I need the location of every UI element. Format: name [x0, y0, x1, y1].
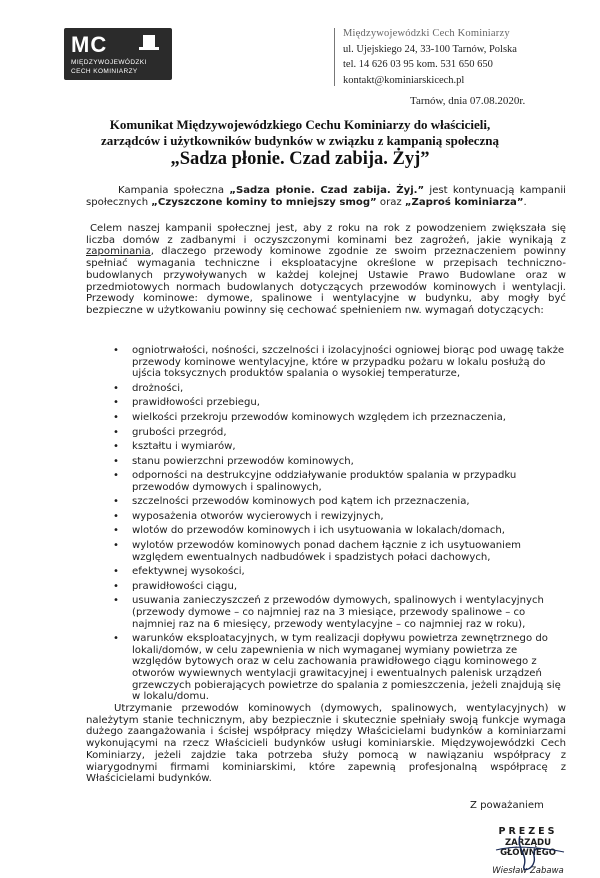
- requirement-text: kształtu i wymiarów,: [132, 441, 236, 453]
- handwritten-signature: [476, 826, 576, 878]
- bullet-icon: •: [113, 566, 119, 578]
- requirement-text: warunków eksploatacyjnych, w tym realizacji dopływu powietrza zewnętrznego do lokali/domów, w celu zapewnienia w nich wymaganej wymiany powietrza ze względów bytowych oraz w celu zachowania prawidłowego ciągu kominowego z otworów wywiewnych wentylacji grawitacyjnej i ewentualnych palenisk urządzeń grzewczych pobierających powietrze do spalania z pomieszczenia, jeżeli znajdują się w lokalu/domu.: [132, 633, 561, 703]
- requirement-item: [110, 511, 566, 523]
- intro-paragraph: [86, 185, 566, 208]
- requirement-item: [110, 412, 566, 424]
- requirements-list: [110, 345, 566, 706]
- requirement-item: [110, 441, 566, 453]
- letterhead-address: ul. Ujejskiego 24, 33-100 Tarnów, Polska: [343, 43, 517, 55]
- letterhead-org-name: Międzywojewódzki Cech Kominiarzy: [343, 28, 510, 39]
- requirement-text: prawidłowości przebiegu,: [132, 397, 261, 409]
- requirement-text: usuwania zanieczyszczeń z przewodów dymowych, spalinowych i wentylacyjnych (przewody dymowe – co najmniej raz na 3 miesiące, przewody spalinowe – co najmniej raz na 6 miesięcy, przewody wentylacyjne – co najmniej raz w roku),: [132, 595, 544, 630]
- letter-date: Tarnów, dnia 07.08.2020r.: [410, 95, 526, 107]
- requirement-text: szczelności przewodów kominowych pod kątem ich przeznaczenia,: [132, 496, 470, 508]
- requirement-text: wielkości przekroju przewodów kominowych względem ich przeznaczenia,: [132, 411, 506, 423]
- letterhead-phone: tel. 14 626 03 95 kom. 531 650 650: [343, 59, 493, 70]
- requirement-item: [110, 345, 566, 380]
- stamp-board: ZARZĄDU GŁÓWNEGO: [500, 838, 556, 858]
- bullet-icon: •: [113, 595, 119, 607]
- logo-initials: MC: [71, 32, 108, 57]
- bullet-icon: •: [113, 539, 119, 551]
- requirement-item: [110, 581, 566, 593]
- guild-logo: [64, 28, 172, 80]
- bullet-icon: •: [113, 633, 119, 645]
- bullet-icon: •: [113, 345, 119, 356]
- intro-campaign-3: „Zaproś kominiarza”: [404, 196, 524, 208]
- requirement-text: odporności na destrukcyjne oddziaływanie produktów spalania w przypadku przewodów dymowych i spalinowych,: [132, 470, 517, 493]
- requirement-item: [110, 456, 566, 468]
- requirement-item: [110, 383, 566, 395]
- stamp-title: PREZES: [498, 826, 558, 837]
- requirement-text: efektywnej wysokości,: [132, 566, 245, 578]
- intro-text-2: jest kontynuacją kampanii społecznych: [86, 185, 566, 208]
- requirement-item: [110, 595, 566, 630]
- stamp-name: Wiesław Zabawa: [492, 866, 564, 876]
- intro-campaign-2: „Czyszczone kominy to mniejszy smog”: [151, 196, 377, 208]
- title-line-1: Komunikat Międzywojewódzkiego Cechu Kominiarzy do właścicieli,: [109, 117, 491, 132]
- main-underlined-word: zapominania: [86, 246, 151, 258]
- intro-text-3: oraz: [376, 196, 405, 208]
- main-text-2: , dlaczego przewody kominowe zgodnie ze swoim przeznaczeniem powinny spełniać wymagania techniczne i eksploatacyjne określone w przepisach techniczno-budowlanych przywoływanych w każdej kolejnej Ustawie Prawo Budowlane oraz w przedmiotowych normach budowlanych dotyczących przewodów kominowych i wentylacji. Przewody kominowe: dymowe, spalinowe i wentylacyjne w budynku, aby mogły być bezpieczne w użytkowaniu powinny się cechować spełnieniem nw. wymagań dotyczących:: [86, 246, 566, 316]
- main-paragraph: [86, 223, 566, 317]
- bullet-icon: •: [113, 510, 119, 522]
- requirement-item: [110, 540, 566, 563]
- campaign-name: „Sadza płonie. Czad zabija. Żyj”: [170, 149, 430, 169]
- bullet-icon: •: [113, 382, 119, 394]
- requirement-item: [110, 427, 566, 439]
- main-text-1: Celem naszej kampanii społecznej jest, aby z roku na rok z powodzeniem zwiększała się liczba domów z zadbanymi i oczyszczonymi kominami bez zagrożeń, jakie wynikają z: [86, 223, 566, 246]
- bullet-icon: •: [113, 441, 119, 453]
- requirement-item: [110, 496, 566, 508]
- logo-line-1: MIĘDZYWOJEWÓDZKI: [71, 59, 147, 66]
- requirement-item: [110, 470, 566, 493]
- requirement-item: [110, 566, 566, 578]
- logo-line-2: CECH KOMINIARZY: [71, 68, 138, 75]
- requirement-text: wyposażenia otworów wycierowych i rewizyjnych,: [132, 510, 384, 522]
- intro-text-1: Kampania społeczna: [118, 185, 230, 196]
- bullet-icon: •: [113, 580, 119, 592]
- bullet-icon: •: [113, 411, 119, 423]
- requirement-text: prawidłowości ciągu,: [132, 580, 238, 592]
- bullet-icon: •: [113, 426, 119, 438]
- bullet-icon: •: [113, 455, 119, 467]
- header-divider: [334, 28, 335, 86]
- requirement-item: [110, 633, 566, 703]
- requirement-text: wlotów do przewodów kominowych i ich usytuowania w lokalach/domach,: [132, 525, 505, 537]
- requirement-text: stanu powierzchni przewodów kominowych,: [132, 455, 354, 467]
- chimney-sweep-hat-icon: [138, 34, 160, 52]
- closing-paragraph: Utrzymanie przewodów kominowych (dymowych, spalinowych, wentylacyjnych) w należytym stanie technicznym, aby bezpiecznie i skutecznie spełniały swoją funkcje wymaga dużego zaangażowania i ścisłej współpracy między Właścicielami budynków a kominiarzami wykonującymi na rzecz Właścicieli budynków usługi kominiarskie. Międzywojewódzki Cech Kominiarzy, jeżeli zajdzie taka potrzeba służy pomocą w nawiązaniu współpracy z wiarygodnymi firmami kominiarskimi, które zapewnią profesjonalną współpracę z Właścicielami budynków.: [86, 703, 566, 785]
- letterhead-contact: [343, 26, 517, 88]
- letterhead-email: kontakt@kominiarskicech.pl: [343, 74, 465, 86]
- requirement-text: drożności,: [132, 382, 184, 394]
- title-line-2: zarządców i użytkowników budynków w związku z kampanią społeczną: [101, 133, 499, 148]
- greeting: Z poważaniem: [470, 800, 544, 811]
- bullet-icon: •: [113, 525, 119, 537]
- intro-campaign-1: „Sadza płonie. Czad zabija. Żyj.”: [229, 185, 425, 196]
- requirement-text: ogniotrwałości, nośności, szczelności i izolacyjności ogniowej biorąc pod uwagę także przewody kominowe wentylacyjne, które w przypadku pożaru w lokalu posłużą do ujścia toksycznych produktów spalania o wysokiej temperaturze,: [132, 345, 565, 380]
- bullet-icon: •: [113, 496, 119, 508]
- requirement-text: grubości przegród,: [132, 426, 227, 438]
- requirement-item: [110, 397, 566, 409]
- requirement-text: wylotów przewodów kominowych ponad dachem łącznie z ich usytuowaniem względem ewentualnych nadbudówek i spadzistych połaci dachowych,: [132, 539, 522, 563]
- bullet-icon: •: [113, 397, 119, 409]
- intro-text-4: .: [523, 196, 527, 208]
- bullet-icon: •: [113, 470, 119, 482]
- requirement-item: [110, 525, 566, 537]
